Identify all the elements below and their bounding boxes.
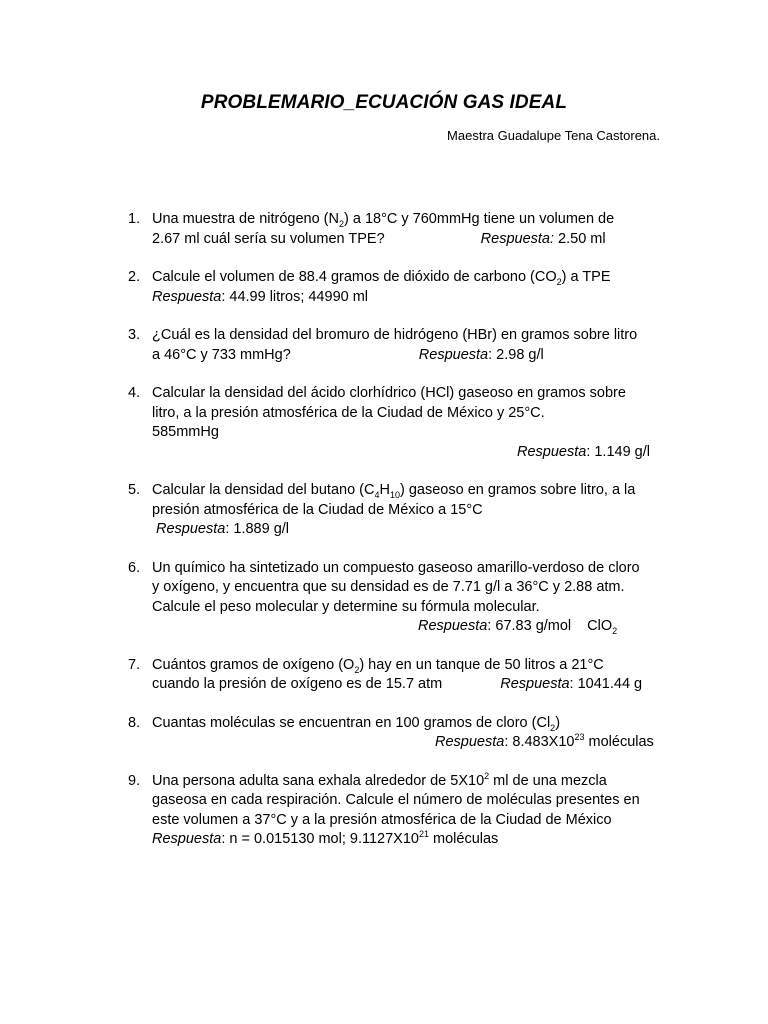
problem-number: 9. [128, 772, 141, 789]
problem-text: Cuántos gramos de oxígeno $(O_2)$ hay en un tanque de 50 litros a 21°C [152, 656, 604, 675]
problem-answer [152, 443, 668, 463]
answer-label: Respuesta [152, 288, 222, 305]
answer-value: : 44.99 litros; 44990 ml [221, 288, 369, 305]
problem-answer: Respuesta: 67.83 g/mol ClO$_2$ [418, 618, 618, 636]
answer-value: : 2.98 g/l [488, 346, 544, 363]
answer-label: Respuesta [418, 618, 488, 634]
problem-text: 585mmHg [152, 424, 219, 440]
problem-number: 2. [128, 269, 141, 285]
problem-text: Una persona adulta sana exhala alrededor de $5X10^2$ ml de una mezcla [152, 770, 607, 789]
problem-number: 5. [128, 482, 141, 498]
answer-label: Respuesta [435, 734, 505, 750]
problem-number: 4. [128, 385, 141, 401]
problem-text: Calcular la densidad del butano $(C_4H_{10})$ gaseoso en gramos sobre litro, a la [152, 482, 636, 500]
problem-3 [128, 326, 668, 365]
problem-text: a 46°C y 733 mmHg? Respuesta: 2.98 g/l [152, 346, 544, 363]
answer-value: : 1.149 g/l [586, 443, 650, 460]
problem-1 [128, 210, 668, 249]
problem-text: Calcular la densidad del ácido clorhídrico (HCl) gaseoso en gramos sobre [152, 385, 626, 401]
problem-4 [128, 384, 668, 462]
molecular-formula: ClO [587, 618, 613, 634]
answer-value: 2.50 ml [554, 230, 606, 247]
problem-text: Calcule el volumen de 88.4 gramos de dióxido de carbono $(CO_2)$ a TPE [152, 269, 611, 287]
problem-number: 1. [128, 211, 141, 227]
answer-label: Respuesta [500, 676, 570, 692]
problem-answer [152, 520, 668, 540]
problem-number: 8. [128, 714, 141, 731]
problem-text: este volumen a 37°C y a la presión atmosférica de la Ciudad de México [152, 811, 612, 828]
problem-number: 7. [128, 656, 141, 673]
author-line: Maestra Guadalupe Tena Castorena. [447, 128, 660, 143]
problem-text: gaseosa en cada respiración. Calcule el número de moléculas presentes en [152, 792, 640, 808]
answer-value: : 8.483X10 [504, 734, 575, 750]
answer-label: Respuesta [516, 443, 587, 460]
problem-answer: Respuesta: n = 0.015130 mol; $9.1127X10^{21}$ moléculas [152, 829, 499, 847]
problem-answer [152, 288, 668, 308]
answer-label: Respuesta: [480, 230, 555, 247]
problem-number: 3. [128, 327, 141, 343]
problem-8 [128, 714, 668, 753]
problem-text: presión atmosférica de la Ciudad de México a 15°C [152, 501, 483, 518]
problem-answer: Respuesta: $8.483X10^{23}$ moléculas [435, 732, 654, 750]
answer-value: : 1.889 g/l [225, 521, 290, 537]
answer-value: : 67.83 g/mol [487, 618, 572, 634]
problem-9 [128, 772, 668, 850]
answer-label: Respuesta [418, 346, 489, 363]
problem-text: Cuantas moléculas se encuentran en 100 gramos de cloro $(Cl_2)$ [152, 714, 561, 733]
answer-value: : 1041.44 g [569, 676, 643, 692]
problem-6 [128, 559, 668, 637]
problem-text: 2.67 ml cuál sería su volumen TPE? Respuesta: 2.50 ml [152, 230, 606, 247]
problem-2 [128, 268, 668, 307]
problem-list [128, 210, 668, 850]
problem-text: Una muestra de nitrógeno $(N_2)$ a 18°C y 760mmHg tiene un volumen de [152, 211, 615, 229]
problem-text: Un químico ha sintetizado un compuesto gaseoso amarillo-verdoso de cloro [152, 559, 640, 576]
answer-label: Respuesta [156, 521, 226, 537]
problem-7 [128, 656, 668, 695]
answer-label: Respuesta [152, 831, 222, 847]
document-title: PROBLEMARIO_ECUACIÓN GAS IDEAL [200, 92, 568, 113]
problem-5 [128, 481, 668, 540]
problem-text: cuando la presión de oxígeno es de 15.7 atm Respuesta: 1041.44 g [152, 676, 643, 692]
problem-text: Calcule el peso molecular y determine su fórmula molecular. [152, 598, 540, 615]
problem-number: 6. [128, 559, 141, 576]
answer-value: : n = 0.015130 mol; 9.1127X10 [221, 831, 419, 847]
problem-text: ¿Cuál es la densidad del bromuro de hidrógeno (HBr) en gramos sobre litro [152, 327, 638, 343]
problem-text: litro, a la presión atmosférica de la Ciudad de México y 25°C. [152, 404, 545, 421]
problem-text: y oxígeno, y encuentra que su densidad es de 7.71 g/l a 36°C y 2.88 atm. [152, 579, 625, 595]
